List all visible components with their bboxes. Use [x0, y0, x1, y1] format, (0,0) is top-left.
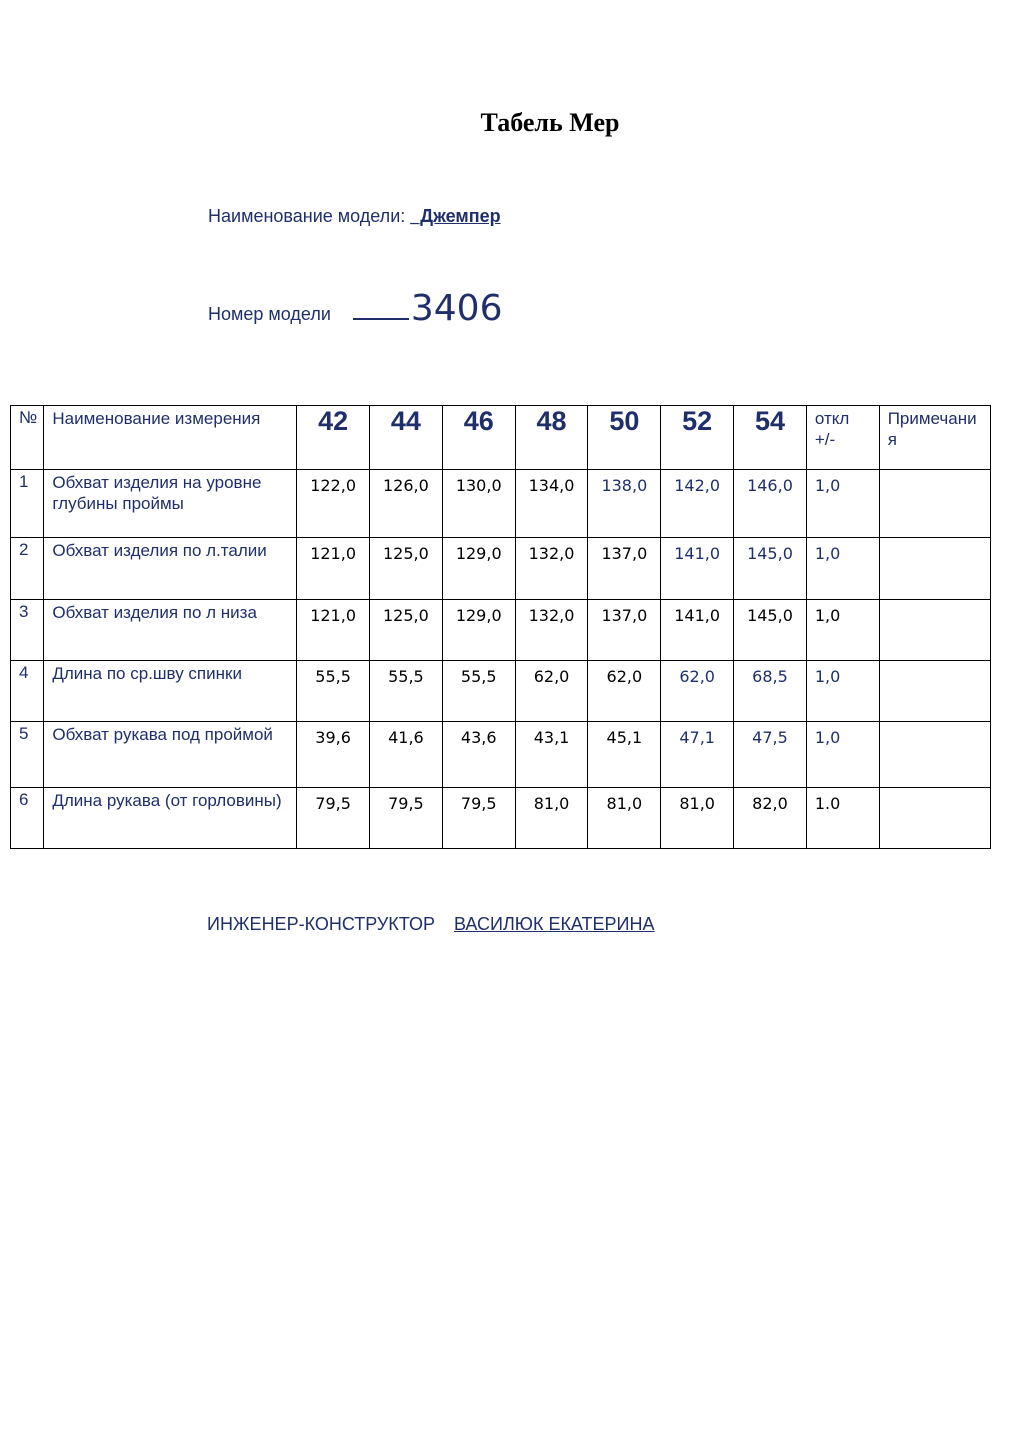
- value-cell: 79,5: [315, 794, 351, 813]
- value-cell: 121,0: [310, 544, 356, 563]
- note-cell: [880, 470, 990, 474]
- measure-name: Длина рукава (от горловины): [52, 791, 282, 810]
- value-cell: 81,0: [533, 794, 570, 813]
- model-number-value: 3406: [410, 288, 503, 329]
- table-row: [11, 788, 991, 849]
- header-no: №: [11, 406, 44, 470]
- value-cell: 134,0: [528, 476, 575, 495]
- header-size-54: 54: [734, 406, 807, 470]
- measure-name: Обхват рукава под проймой: [52, 725, 273, 744]
- tolerance-cell: 1,0: [814, 606, 841, 625]
- header-size-42: 42: [297, 406, 370, 470]
- header-measure-name: Наименование измерения: [44, 406, 297, 470]
- table-row: [11, 470, 991, 538]
- tolerance-cell: 1,0: [814, 476, 841, 495]
- table-row: [11, 722, 991, 788]
- row-number: 1: [19, 472, 29, 491]
- header-size-52: 52: [661, 406, 734, 470]
- value-cell: 68,5: [752, 667, 788, 686]
- model-name-label: Наименование модели:: [208, 206, 406, 226]
- value-cell: 41,6: [388, 728, 424, 747]
- value-cell: 145,0: [747, 606, 793, 625]
- header-size-44: 44: [370, 406, 443, 470]
- value-cell: 82,0: [752, 794, 788, 813]
- value-cell: 142,0: [674, 476, 721, 495]
- tolerance-cell: 1,0: [814, 728, 841, 747]
- value-cell: 132,0: [528, 544, 575, 563]
- table-header-row: [11, 406, 991, 470]
- value-cell: 137,0: [601, 544, 648, 563]
- value-cell: 126,0: [383, 476, 429, 495]
- value-cell: 55,5: [315, 667, 351, 686]
- value-cell: 125,0: [383, 606, 429, 625]
- value-cell: 129,0: [455, 544, 502, 563]
- engineer-name: ВАСИЛЮК ЕКАТЕРИНА: [454, 914, 655, 934]
- value-cell: 121,0: [310, 606, 356, 625]
- value-cell: 62,0: [679, 667, 715, 686]
- value-cell: 79,5: [388, 794, 424, 813]
- value-cell: 47,1: [679, 728, 715, 747]
- table-row: [11, 538, 991, 600]
- row-number: 5: [19, 724, 29, 743]
- value-cell: 125,0: [383, 544, 429, 563]
- header-note: Примечания: [879, 406, 990, 470]
- value-cell: 141,0: [674, 606, 721, 625]
- row-number: 4: [19, 663, 29, 682]
- header-size-46: 46: [442, 406, 515, 470]
- measure-name: Обхват изделия на уровне глубины проймы: [52, 473, 262, 513]
- measure-name: Длина по ср.шву спинки: [52, 664, 242, 683]
- measure-name: Обхват изделия по л низа: [52, 603, 257, 622]
- value-cell: 141,0: [674, 544, 721, 563]
- value-cell: 43,6: [460, 728, 497, 747]
- measure-name: Обхват изделия по л.талии: [52, 541, 267, 560]
- model-name-value: _Джемпер: [410, 206, 501, 226]
- note-cell: [880, 722, 990, 726]
- tolerance-cell: 1,0: [814, 667, 841, 686]
- value-cell: 122,0: [310, 476, 356, 495]
- value-cell: 39,6: [315, 728, 351, 747]
- model-number-label: Номер модели: [208, 304, 331, 324]
- note-cell: [880, 600, 990, 604]
- note-cell: [880, 538, 990, 542]
- value-cell: 62,0: [606, 667, 643, 686]
- value-cell: 138,0: [601, 476, 648, 495]
- note-cell: [880, 788, 990, 792]
- value-cell: 45,1: [606, 728, 643, 747]
- value-cell: 79,5: [460, 794, 497, 813]
- table-row: [11, 600, 991, 661]
- value-cell: 55,5: [460, 667, 497, 686]
- value-cell: 129,0: [455, 606, 502, 625]
- header-size-50: 50: [588, 406, 661, 470]
- table-row: [11, 661, 991, 722]
- model-number-blank-line: [353, 317, 409, 320]
- value-cell: 43,1: [533, 728, 570, 747]
- header-size-48: 48: [515, 406, 588, 470]
- note-cell: [880, 661, 990, 665]
- tolerance-cell: 1,0: [814, 544, 841, 563]
- value-cell: 137,0: [601, 606, 648, 625]
- value-cell: 81,0: [606, 794, 643, 813]
- value-cell: 62,0: [533, 667, 570, 686]
- value-cell: 55,5: [388, 667, 424, 686]
- row-number: 3: [19, 602, 29, 621]
- model-number-line: [208, 288, 503, 329]
- value-cell: 146,0: [747, 476, 793, 495]
- tolerance-cell: 1.0: [814, 794, 841, 813]
- measurements-table: [10, 405, 991, 849]
- value-cell: 145,0: [747, 544, 793, 563]
- row-number: 2: [19, 540, 29, 559]
- row-number: 6: [19, 790, 29, 809]
- header-tolerance: откл +/-: [806, 406, 879, 470]
- signature-line: [207, 914, 654, 935]
- value-cell: 130,0: [455, 476, 502, 495]
- model-name-line: [208, 206, 501, 227]
- engineer-role: ИНЖЕНЕР-КОНСТРУКТОР: [207, 914, 435, 934]
- value-cell: 132,0: [528, 606, 575, 625]
- value-cell: 81,0: [679, 794, 715, 813]
- page-title: Табель Мер: [480, 108, 620, 137]
- value-cell: 47,5: [752, 728, 788, 747]
